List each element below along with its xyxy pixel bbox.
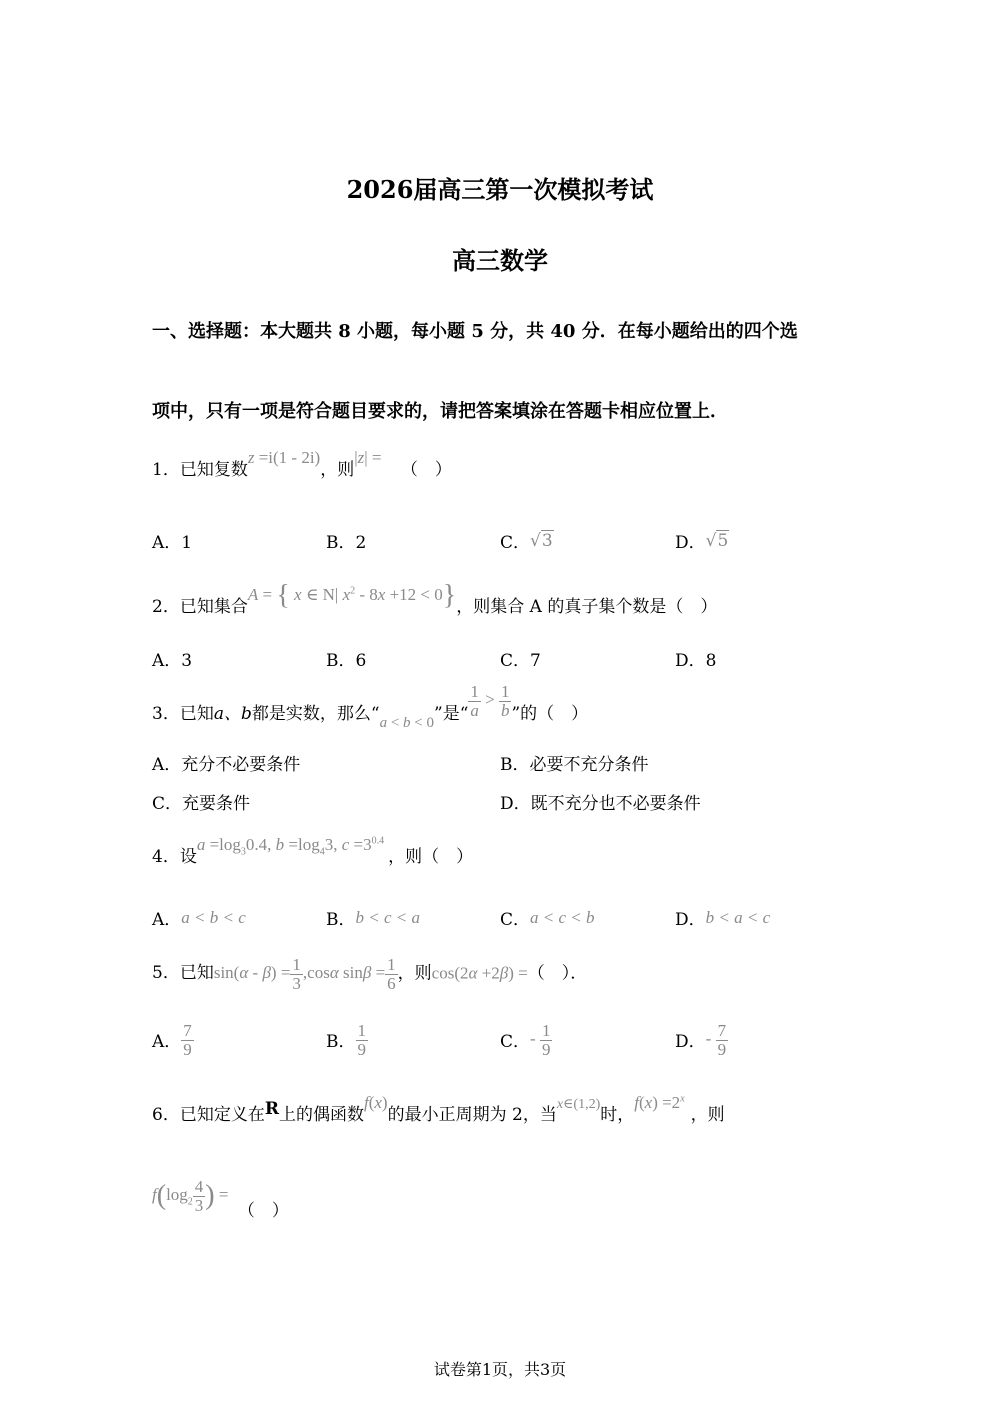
q6-formula-def: $f(x) =2^x$ [634, 1093, 685, 1112]
question-4 [152, 835, 474, 869]
q2-prefix: 2．已知集合 [152, 597, 248, 617]
q3-post: ”的（ ） [511, 704, 589, 725]
q6-mid2: 的最小正周期为 2，当 [387, 1105, 557, 1125]
subject-title: 高三数学 [452, 246, 548, 275]
q2-post: ，则集合 A 的真子集个数是（ ） [456, 597, 718, 617]
q2-formula-set: A = { x ∈ N| $x^2 - 8x +12 < 0$} [247, 580, 457, 612]
q6-prefix: 6．已知定义在 [152, 1105, 265, 1125]
q4-post: ，则（ ） [388, 847, 474, 867]
question-5 [152, 956, 587, 993]
q4-option-a: A．a < b < c [152, 908, 246, 930]
q1-option-c-sqrt3: √3 [530, 531, 553, 551]
question-6-continued [152, 1177, 289, 1222]
q4-formula-defs: $a =\log_30.4$, $b =\log_43$, $c =3^{0.4}$ [196, 835, 385, 858]
q5-mid: ，则 [397, 963, 432, 984]
q1-formula-z: z =i(1 - 2i) [247, 448, 321, 467]
q2-option-c: C．7 [500, 651, 541, 671]
q4-option-d: D．b < a < c [675, 908, 771, 930]
q4-option-c: C．a < c < b [500, 908, 595, 930]
q3-mid2: ”是“ [434, 704, 469, 725]
q4-prefix: 4．设 [152, 847, 197, 867]
q4-option-b: B．b < c < a [326, 908, 420, 930]
q6-formula-eval: $f(\log_2$ $\frac{4}{3}$ ) = [152, 1177, 229, 1215]
q5-option-c: C．- $\frac{1}{9}$ [500, 1021, 551, 1059]
exam-title: 2026届高三第一次模拟考试 [346, 175, 654, 204]
section-instructions-line1: 一、选择题：本大题共 8 小题，每小题 5 分，共 40 分．在每小题给出的四个选 [152, 321, 798, 342]
q3-formula-reciprocal: $\frac{1}{a}$ > $\frac{1}{b}$ [470, 682, 510, 720]
q1-option-a: A．1 [152, 533, 193, 553]
q6-answer-blank: （ ） [237, 1201, 289, 1222]
q3-option-a: A．充分不必要条件 [152, 755, 301, 775]
q2-option-b: B．6 [326, 651, 367, 671]
q1-answer-blank: （ ） [400, 460, 452, 480]
q3-formula-inequality: a < b < 0 [379, 715, 434, 732]
q3-vars: a、b [213, 704, 252, 725]
q6-set-R: R [264, 1099, 279, 1119]
q5-prefix: 5．已知 [152, 963, 214, 984]
q3-option-d: D．既不充分也不必要条件 [500, 794, 701, 814]
q5-formula-given: sin(α - β) = $\frac{1}{3}$ ,cosα sinβ = $\frac{1}{6}$ [213, 955, 396, 993]
q3-option-b: B．必要不充分条件 [500, 755, 649, 775]
q1-option-d: D．√5 [675, 531, 729, 553]
q5-option-a: A． $\frac{7}{9}$ [152, 1021, 192, 1059]
q1-option-c: C．√3 [500, 531, 553, 553]
question-3 [152, 682, 589, 732]
q5-post: （ ）． [527, 963, 588, 984]
page-footer: 试卷第1页，共3页 [433, 1360, 567, 1379]
question-6 [152, 1093, 725, 1125]
q1-prefix: 1．已知复数 [152, 460, 248, 480]
q1-formula-modulus: |z| = [354, 448, 382, 467]
q5-option-d: D．- $\frac{7}{9}$ [675, 1021, 727, 1059]
q5-option-b: B． $\frac{1}{9}$ [326, 1021, 366, 1059]
q2-option-a: A．3 [152, 651, 193, 671]
q6-mid1: 上的偶函数 [278, 1105, 364, 1125]
question-1 [152, 448, 452, 480]
q1-mid: ，则 [320, 460, 355, 480]
q3-mid1: 都是实数，那么“ [251, 704, 380, 725]
q3-option-c: C．充要条件 [152, 794, 251, 814]
section-instructions-line2: 项中，只有一项是符合题目要求的，请把答案填涂在答题卡相应位置上． [152, 401, 728, 422]
q1-option-b: B．2 [326, 533, 367, 553]
q6-post: ，则 [690, 1105, 725, 1125]
q6-formula-f: f(x) [363, 1093, 388, 1112]
question-2 [152, 580, 718, 624]
q2-option-d: D．8 [675, 651, 717, 671]
q1-option-d-sqrt5: √5 [705, 531, 729, 551]
q3-prefix: 3．已知 [152, 704, 214, 725]
q5-formula-target: cos(2α +2β) = [431, 963, 528, 983]
q6-mid3: 时， [600, 1105, 635, 1125]
q6-formula-interval: x∈(1,2) [556, 1097, 601, 1112]
